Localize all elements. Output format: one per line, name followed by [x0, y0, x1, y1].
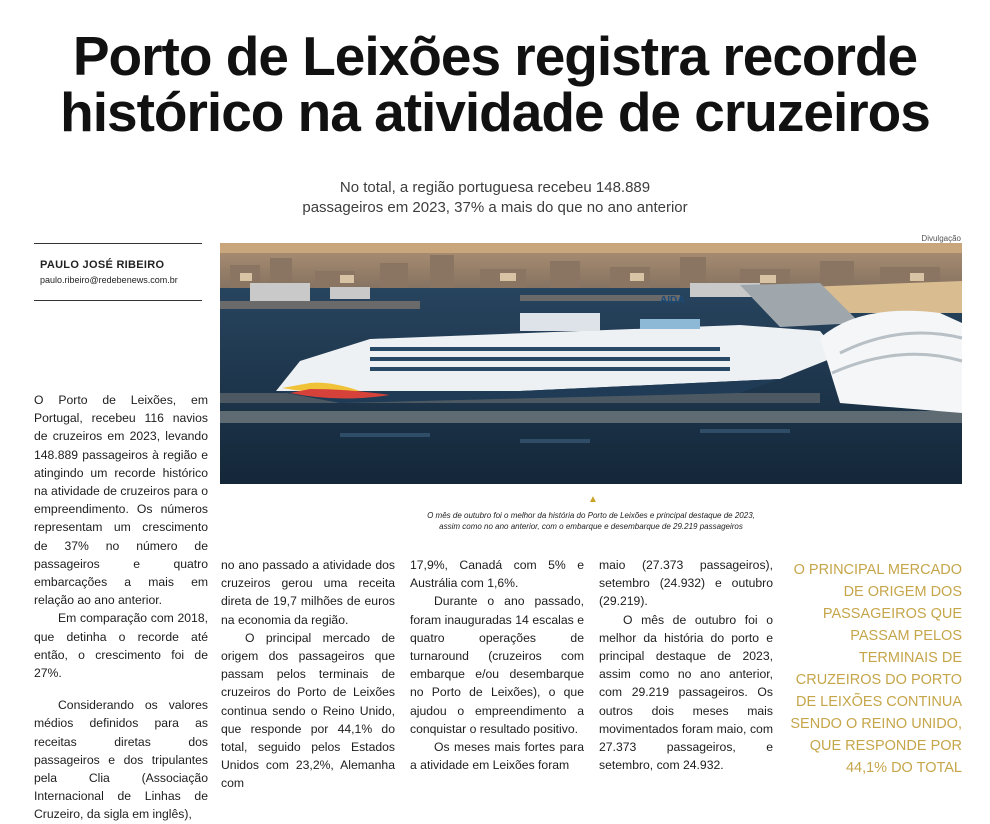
ship-name-label: AIDA [660, 295, 685, 306]
headline-line-2: histórico na atividade de cruzeiros [60, 81, 930, 143]
author-email: paulo.ribeiro@redebenews.com.br [40, 275, 178, 285]
body-column-4 [599, 556, 773, 774]
paragraph: O Porto de Leixões, em Portugal, recebeu 116 navios de cruzeiros em 2023, levando 148.889 passageiros à região e atingindo um recorde histórico na atividade de cruzeiros para o empreendimento. Os números representam um crescimento de 37% no número de passageiros e quatro embarcações a mais em relação ao ano anterior. [34, 393, 208, 608]
photo-caption [410, 510, 772, 532]
headline [0, 25, 990, 143]
deck-line-1: No total, a região portuguesa recebeu 148.889 [339, 179, 651, 196]
subheadline [245, 178, 745, 218]
caption-marker-icon: ▲ [588, 494, 598, 505]
byline-rule-bottom [34, 300, 202, 301]
paragraph: Em comparação com 2018, que detinha o recorde até então, o crescimento foi de 27%. [34, 611, 208, 681]
paragraph: maio (27.373 passageiros), setembro (24.932) e outubro (29.219). [599, 558, 773, 609]
photo-credit: Divulgação [921, 234, 961, 243]
deck-line-2: passageiros em 2023, 37% a mais do que no ano anterior [302, 199, 688, 216]
paragraph: O mês de outubro foi o melhor da história do porto e principal destaque de 2023, assim como no ano anterior, com 29.219 passageiros. Os outros dois meses mais movimentados foram maio, com 27.373 passageiros, e setembro, com 24.932. [599, 612, 773, 773]
body-column-2 [221, 556, 395, 793]
author-name: PAULO JOSÉ RIBEIRO [40, 259, 165, 271]
headline-line-1: Porto de Leixões registra recorde [72, 25, 918, 87]
pull-quote: O PRINCIPAL MERCADO DE ORIGEM DOS PASSAGEIROS QUE PASSAM PELOS TERMINAIS DE CRUZEIROS DO PORTO DE LEIXÕES CONTINUA SENDO O REINO UNIDO, QUE RESPONDE POR 44,1% DO TOTAL [790, 562, 962, 776]
paragraph: O principal mercado de origem dos passageiros que passam pelos terminais de cruzeiros do Porto de Leixões continua sendo o Reino Unido, que responde por 44,1% do total, seguido pelos Estados Unidos com 23,2%, Alemanha com [221, 630, 395, 791]
paragraph: 17,9%, Canadá com 5% e Austrália com 1,6%. [410, 558, 584, 591]
paragraph: Considerando os valores médios definidos para as receitas diretas dos passageiros e dos tripulantes pela Clia (Associação Internacional de Linhas de Cruzeiro, da sigla em inglês), [34, 698, 208, 822]
caption-line-1: O mês de outubro foi o melhor da história do Porto de Leixões e principal destaque de 2023, [427, 511, 755, 520]
byline-rule-top [34, 243, 202, 244]
paragraph: Durante o ano passado, foram inauguradas 14 escalas e quatro operações de turnaround (cruzeiros com embarque e/ou desembarque no Porto de Leixões), o que ajudou o empreendimento a conquistar o resultado positivo. [410, 594, 584, 736]
cruise-ship-photo [220, 243, 962, 484]
paragraph: Os meses mais fortes para a atividade em Leixões foram [410, 740, 584, 773]
body-column-3 [410, 556, 584, 774]
caption-line-2: assim como no ano anterior, com o embarque e desembarque de 29.219 passageiros [439, 522, 743, 531]
body-column-1 [34, 391, 208, 824]
paragraph: no ano passado a atividade dos cruzeiros gerou uma receita direta de 19,7 milhões de euros na economia da região. [221, 558, 395, 627]
